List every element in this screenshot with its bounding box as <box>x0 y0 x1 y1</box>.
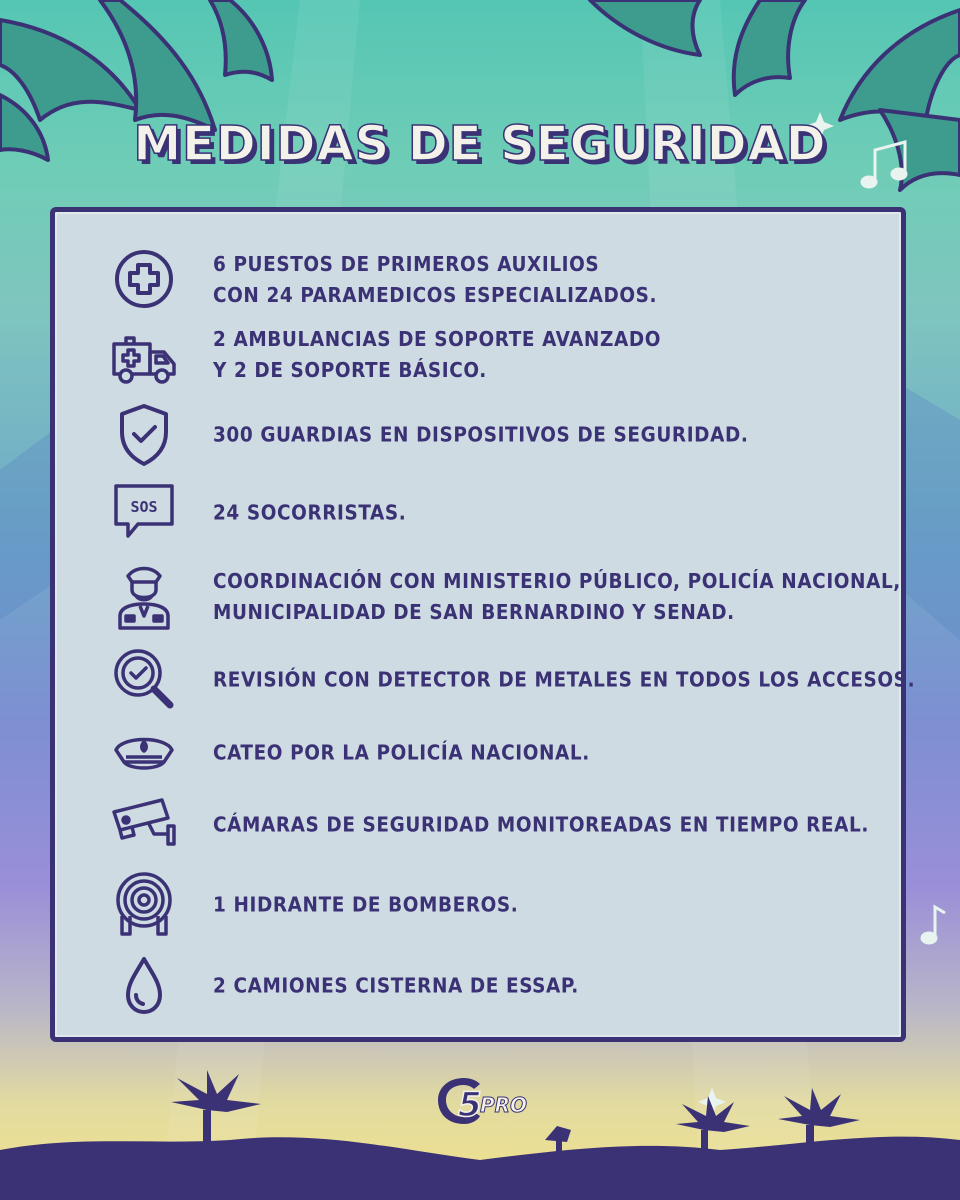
logo-mark: 5 <box>458 1085 482 1125</box>
item-line: MUNICIPALIDAD DE SAN BERNARDINO Y SENAD. <box>213 600 735 624</box>
list-item <box>108 868 888 942</box>
item-text <box>213 324 661 386</box>
police-officer-icon <box>108 560 180 632</box>
list-item <box>108 949 888 1023</box>
item-line: 24 SOCORRISTAS. <box>213 500 407 525</box>
first-aid-cross-icon <box>108 243 180 315</box>
item-text <box>213 738 590 769</box>
police-cap-icon <box>108 716 180 788</box>
water-drop-icon <box>108 949 180 1021</box>
sos-bubble-icon <box>108 476 180 548</box>
item-line: 6 PUESTOS DE PRIMEROS AUXILIOS <box>213 252 600 276</box>
item-text <box>213 890 518 921</box>
list-item <box>108 643 916 717</box>
list-item <box>108 788 888 862</box>
item-line: CÁMARAS DE SEGURIDAD MONITOREADAS EN TIEMPO REAL. <box>213 812 869 837</box>
list-item <box>108 243 888 317</box>
item-line: REVISIÓN CON DETECTOR DE METALES EN TODOS LOS ACCESOS. <box>213 667 916 692</box>
item-line: CATEO POR LA POLICÍA NACIONAL. <box>213 740 590 765</box>
item-line: COORDINACIÓN CON MINISTERIO PÚBLICO, POLICÍA NACIONAL, <box>213 569 901 593</box>
item-text <box>213 665 915 696</box>
item-line: CON 24 PARAMEDICOS ESPECIALIZADOS. <box>213 283 658 307</box>
item-text <box>213 249 657 311</box>
list-item <box>108 318 888 392</box>
list-item <box>108 560 901 634</box>
item-text <box>213 498 406 529</box>
item-line: Y 2 DE SOPORTE BÁSICO. <box>213 358 487 382</box>
item-line: 2 AMBULANCIAS DE SOPORTE AVANZADO <box>213 327 662 351</box>
item-line: 300 GUARDIAS EN DISPOSITIVOS DE SEGURIDAD. <box>213 422 749 447</box>
item-text <box>213 810 869 841</box>
item-text <box>213 971 579 1002</box>
g5pro-logo <box>434 1070 534 1130</box>
ambulance-icon <box>108 318 180 390</box>
sos-label: SOS <box>130 498 158 516</box>
item-line: 2 CAMIONES CISTERNA DE ESSAP. <box>213 973 579 998</box>
metal-detector-magnifier-icon <box>108 643 180 715</box>
logo-text: PRO <box>480 1093 528 1117</box>
item-text <box>213 566 901 628</box>
item-line: 1 HIDRANTE DE BOMBEROS. <box>213 892 519 917</box>
list-item <box>108 716 888 790</box>
page-title: MEDIDAS DE SEGURIDAD <box>133 116 827 172</box>
list-item <box>108 398 888 472</box>
list-item <box>108 476 888 550</box>
fire-hose-reel-icon <box>108 868 180 940</box>
shield-check-icon <box>108 398 180 470</box>
item-text <box>213 420 748 451</box>
security-camera-icon <box>108 788 180 860</box>
